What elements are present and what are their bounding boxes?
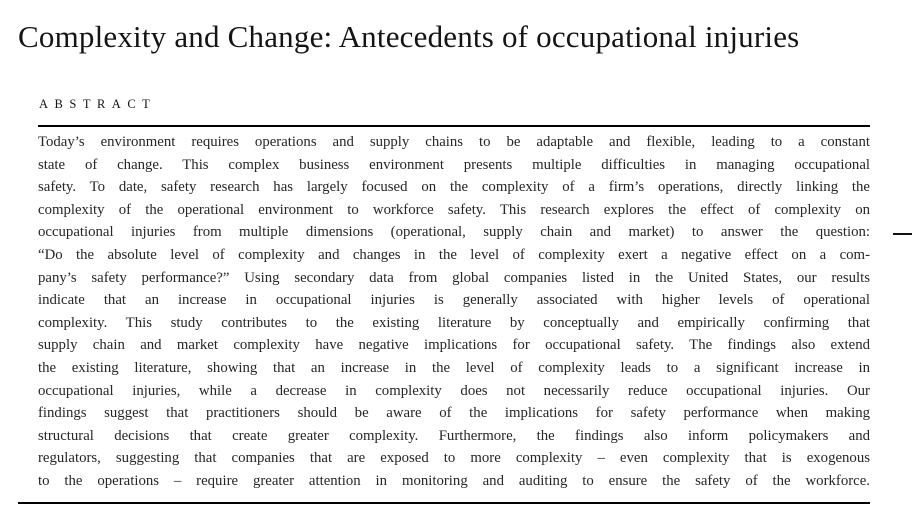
abstract-line: regulators, suggesting that companies that are exposed to more complexity – even complexity that is exogenous (38, 450, 870, 467)
page-bottom-rule (18, 502, 870, 504)
right-margin-dash-mark (893, 233, 912, 235)
paper-title: Complexity and Change: Antecedents of occupational injuries (18, 19, 800, 54)
abstract-line: pany’s safety performance?” Using secondary data from global companies listed in the United States, our results (38, 269, 870, 286)
abstract-line: findings suggest that practitioners should be aware of the implications for safety performance when making (38, 405, 870, 422)
abstract-line: the existing literature, showing that an increase in the level of complexity leads to a significant increase in (38, 359, 870, 376)
abstract-text-block (38, 131, 870, 493)
abstract-line: to the operations – require greater attention in monitoring and auditing to ensure the safety of the workforce. (38, 472, 870, 489)
abstract-line: “Do the absolute level of complexity and changes in the level of complexity exert a negative effect on a com- (38, 246, 870, 263)
abstract-line: Today’s environment requires operations and supply chains to be adaptable and flexible, leading to a constant (38, 134, 870, 150)
abstract-line: safety. To date, safety research has largely focused on the complexity of a firm’s operations, directly linking the (38, 179, 870, 196)
abstract-line: indicate that an increase in occupational injuries is generally associated with higher levels of operational (38, 292, 870, 309)
abstract-top-rule (38, 125, 870, 127)
abstract-line: complexity. This study contributes to the existing literature by conceptually and empirically confirming that (38, 314, 870, 331)
abstract-line: structural decisions that create greater complexity. Furthermore, the findings also inform policymakers and (38, 427, 870, 444)
abstract-heading: ABSTRACT (39, 97, 157, 111)
abstract-line: state of change. This complex business environment presents multiple difficulties in managing occupational (38, 156, 870, 173)
abstract-line: complexity of the operational environment to workforce safety. This research explores the effect of complexity on (38, 201, 870, 218)
abstract-line: occupational injuries from multiple dimensions (operational, supply chain and market) to answer the question: (38, 224, 870, 241)
abstract-line: supply chain and market complexity have negative implications for occupational safety. The findings also extend (38, 337, 870, 354)
abstract-line: occupational injuries, while a decrease in complexity does not necessarily reduce occupational injuries. Our (38, 382, 870, 399)
